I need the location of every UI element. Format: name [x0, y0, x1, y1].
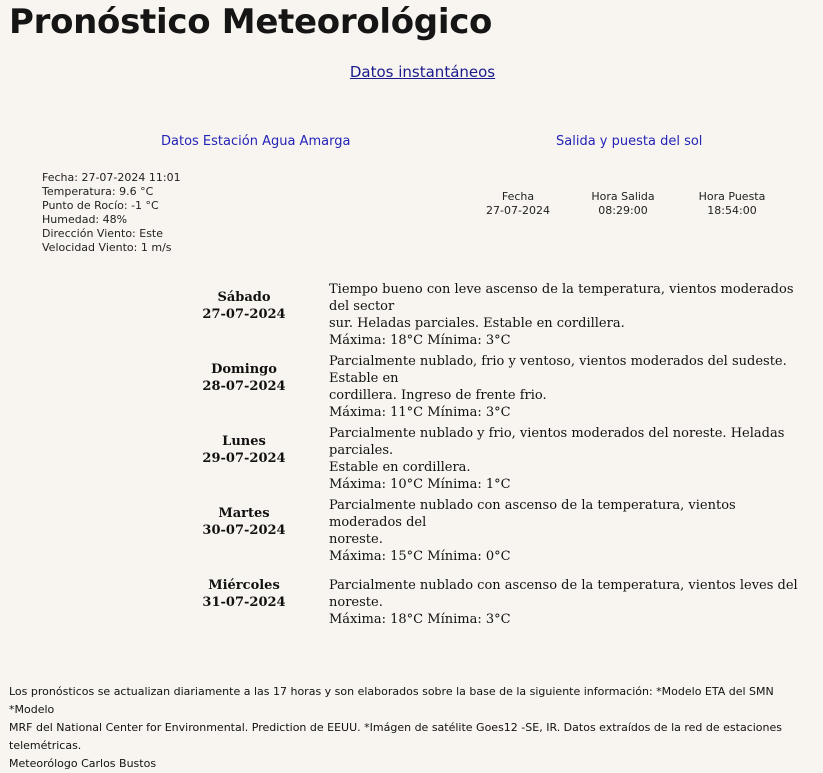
forecast-description: [329, 425, 799, 493]
forecast-text-line: Parcialmente nublado con ascenso de la temperatura, vientos moderados del: [329, 498, 736, 530]
forecast-day: [194, 289, 294, 323]
station-wind-direction: Dirección Viento: Este: [42, 227, 164, 240]
station-date: Fecha: 27-07-2024 11:01: [42, 171, 181, 184]
forecast-day: [194, 577, 294, 611]
footer-note: [9, 683, 817, 773]
forecast-day: [194, 361, 294, 395]
forecast-text-line: Parcialmente nublado, frio y ventoso, vientos moderados del sudeste. Estable en: [329, 354, 787, 386]
forecast-text-line: cordillera. Ingreso de frente frio.: [329, 388, 547, 403]
sunset-label: Hora Puesta: [698, 190, 766, 203]
sunrise-column: [583, 190, 663, 218]
page-title: Pronóstico Meteorológico: [9, 2, 493, 42]
sun-date-value: 27-07-2024: [486, 204, 550, 217]
forecast-temps: Máxima: 15°C Mínima: 0°C: [329, 549, 511, 564]
forecast-day-name: Lunes: [222, 434, 266, 449]
station-humidity: Humedad: 48%: [42, 213, 128, 226]
forecast-temps: Máxima: 10°C Mínima: 1°C: [329, 477, 511, 492]
forecast-description: [329, 577, 799, 628]
sun-date-label: Fecha: [501, 190, 535, 203]
forecast-description: [329, 497, 799, 565]
sunset-value: 18:54:00: [707, 204, 757, 217]
footer-line: telemétricas.: [9, 739, 82, 752]
forecast-temps: Máxima: 11°C Mínima: 3°C: [329, 405, 511, 420]
forecast-day: [194, 505, 294, 539]
station-wind-speed: Velocidad Viento: 1 m/s: [42, 241, 172, 254]
sunrise-label: Hora Salida: [591, 190, 655, 203]
forecast-text-line: noreste.: [329, 532, 383, 547]
forecast-day-name: Miércoles: [208, 578, 280, 593]
instant-data-link[interactable]: Datos instantáneos: [349, 63, 496, 81]
forecast-day-name: Domingo: [211, 362, 277, 377]
sunset-column: [692, 190, 772, 218]
forecast-description: [329, 353, 799, 421]
station-info: [42, 171, 181, 255]
sunrise-value: 08:29:00: [598, 204, 648, 217]
sunrise-sunset-heading: Salida y puesta del sol: [556, 134, 703, 149]
forecast-text-line: Estable en cordillera.: [329, 460, 471, 475]
forecast-text-line: Tiempo bueno con leve ascenso de la temperatura, vientos moderados del sector: [329, 282, 794, 314]
forecast-text-line: sur. Heladas parciales. Estable en cordillera.: [329, 316, 625, 331]
station-data-heading: Datos Estación Agua Amarga: [161, 134, 351, 149]
forecast-day-date: 27-07-2024: [202, 307, 286, 322]
forecast-day-date: 28-07-2024: [202, 379, 286, 394]
forecast-day-date: 29-07-2024: [202, 451, 286, 466]
forecast-temps: Máxima: 18°C Mínima: 3°C: [329, 333, 511, 348]
forecast-day: [194, 433, 294, 467]
station-temperature: Temperatura: 9.6 °C: [42, 185, 154, 198]
footer-line: MRF del National Center for Environmental. Prediction de EEUU. *Imágen de satélite Goes12 -SE, IR. Datos extraídos de la red de estaciones: [9, 721, 782, 734]
footer-line: Los pronósticos se actualizan diariamente a las 17 horas y son elaborados sobre la base de la siguiente información: *Modelo ETA del SMN *Modelo: [9, 685, 774, 716]
forecast-temps: Máxima: 18°C Mínima: 3°C: [329, 612, 511, 627]
sun-date-column: [478, 190, 558, 218]
forecast-day-name: Martes: [218, 506, 270, 521]
forecast-text-line: Parcialmente nublado y frio, vientos moderados del noreste. Heladas parciales.: [329, 426, 785, 458]
forecast-day-date: 30-07-2024: [202, 523, 286, 538]
forecast-text-line: Parcialmente nublado con ascenso de la temperatura, vientos leves del noreste.: [329, 578, 798, 610]
footer-author: Meteorólogo Carlos Bustos: [9, 757, 157, 770]
station-dew-point: Punto de Rocío: -1 °C: [42, 199, 159, 212]
forecast-day-date: 31-07-2024: [202, 595, 286, 610]
forecast-description: [329, 281, 799, 349]
forecast-day-name: Sábado: [217, 290, 271, 305]
